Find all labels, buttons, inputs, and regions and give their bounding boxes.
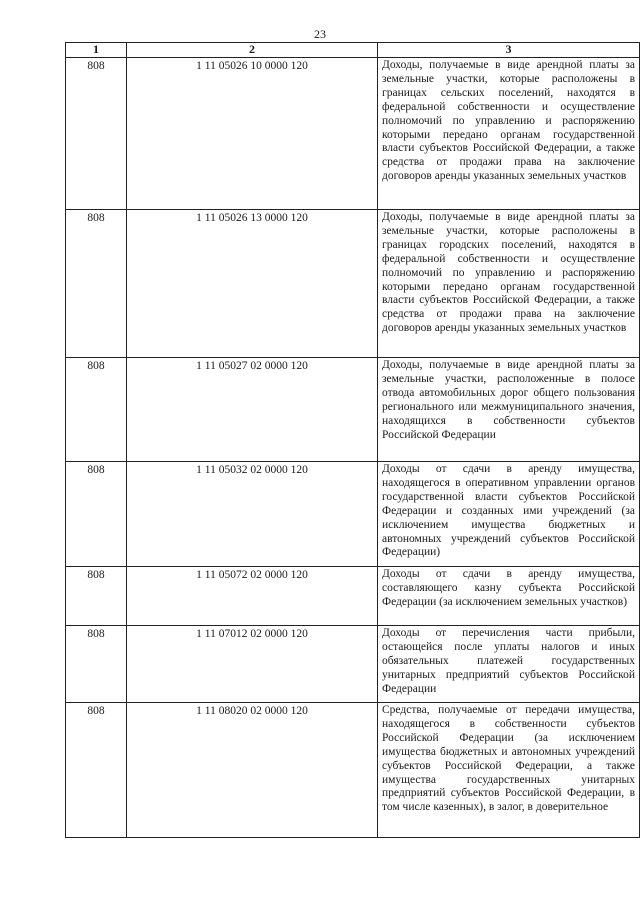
budget-code-cell: 1 11 07012 02 0000 120 [127,626,378,703]
admin-code-cell: 808 [66,462,127,567]
budget-code-cell: 1 11 05072 02 0000 120 [127,567,378,626]
admin-code-cell: 808 [66,703,127,838]
budget-code-cell: 1 11 05027 02 0000 120 [127,358,378,462]
table-row [66,210,640,358]
admin-code-cell: 808 [66,210,127,358]
page-number: 23 [314,27,326,41]
admin-code-cell: 808 [66,358,127,462]
description-cell: Доходы от сдачи в аренду имущества, составляющего казну субъекта Российской Федерации (за исключением земельных участков) [378,567,640,626]
description-cell: Доходы от сдачи в аренду имущества, находящегося в оперативном управлении органов государственной власти субъектов Российской Федерации и созданных ими учреждений (за исключением имущества бюджетных и автономных учреждений субъектов Российской Федерации) [378,462,640,567]
table-row [66,703,640,838]
revenue-codes-table [65,42,640,838]
admin-code-cell: 808 [66,58,127,210]
budget-code-cell: 1 11 05026 13 0000 120 [127,210,378,358]
table-row [66,462,640,567]
budget-code-cell: 1 11 08020 02 0000 120 [127,703,378,838]
description-cell: Доходы, получаемые в виде арендной платы за земельные участки, которые расположены в границах сельских поселений, находятся в федеральной собственности и осуществление полномочий по управлению и распоряжению которыми передано органам государственной власти субъектов Российской Федерации, а также средства от продажи права на заключение договоров аренды указанных земельных участков [378,58,640,210]
column-header-1: 1 [66,43,127,58]
column-header-3: 3 [378,43,640,58]
table-row [66,58,640,210]
table-row [66,358,640,462]
budget-code-cell: 1 11 05026 10 0000 120 [127,58,378,210]
column-header-2: 2 [127,43,378,58]
description-cell: Доходы, получаемые в виде арендной платы за земельные участки, которые расположены в границах городских поселений, находятся в федеральной собственности и осуществление полномочий по управлению и распоряжению которыми передано органам государственной власти субъектов Российской Федерации, а также средства от продажи права на заключение договоров аренды указанных земельных участков [378,210,640,358]
description-cell: Доходы, получаемые в виде арендной платы за земельные участки, расположенные в полосе отвода автомобильных дорог общего пользования регионального или межмуниципального значения, находящихся в собственности субъектов Российской Федерации [378,358,640,462]
description-cell: Доходы от перечисления части прибыли, остающейся после уплаты налогов и иных обязательных платежей государственных унитарных предприятий субъектов Российской Федерации [378,626,640,703]
table-row [66,626,640,703]
admin-code-cell: 808 [66,626,127,703]
admin-code-cell: 808 [66,567,127,626]
description-cell: Средства, получаемые от передачи имущества, находящегося в собственности субъектов Российской Федерации (за исключением имущества бюджетных и автономных учреждений субъектов Российской Федерации, а также имущества государственных унитарных предприятий субъектов Российской Федерации, в том числе казенных), в залог, в доверительное [378,703,640,838]
budget-code-cell: 1 11 05032 02 0000 120 [127,462,378,567]
table-header-row [66,43,640,58]
table-row [66,567,640,626]
